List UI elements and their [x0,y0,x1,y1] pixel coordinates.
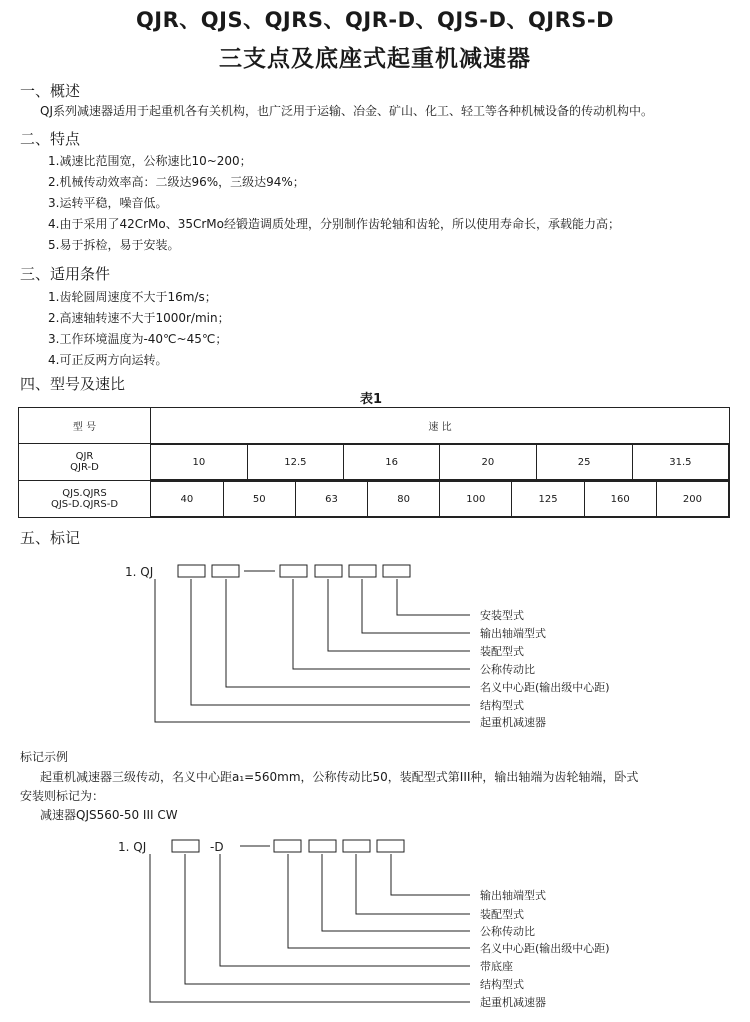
diagram1-label: 名义中心距(输出级中心距) [480,681,610,694]
example-heading: 标记示例 [20,750,69,764]
example-line-3: 减速器QJS560-50 III CW [40,808,178,822]
header-model: 型 号 [19,408,151,444]
condition-item: 2.高速轴转速不大于1000r/min； [48,311,230,325]
sub-title: 三支点及底座式起重机减速器 [219,46,531,72]
section-overview-heading: 一、概述 [20,82,81,100]
code-box [178,565,205,577]
diagram1-label: 起重机减速器 [480,716,546,729]
ratio-cell: 80 [368,482,440,517]
diagram1-label: 安装型式 [480,609,524,622]
code-box [309,840,336,852]
ratio-cell: 20 [440,445,536,480]
ratio-cell: 125 [512,482,584,517]
feature-item: 2.机械传动效率高：二级达96%，三级达94%； [48,175,305,189]
ratio-cell: 16 [344,445,440,480]
ratio-cell: 40 [151,482,223,517]
code-box [343,840,370,852]
ratio-cell: 31.5 [632,445,728,480]
diagram2-prefix: 1. QJ [118,840,147,854]
diagram2-label: 名义中心距(输出级中心距) [480,942,610,955]
section-features-heading: 二、特点 [20,130,81,148]
section-marking-heading: 五、标记 [20,529,81,547]
diagram2-label: 输出轴端型式 [480,889,546,902]
ratio-cell: 100 [440,482,512,517]
table-header-row [19,408,730,444]
code-box [315,565,342,577]
table-row [19,444,730,481]
row2-model-a: QJS.QJRS [62,488,107,499]
ratio-cell: 160 [584,482,656,517]
section-conditions-heading: 三、适用条件 [20,265,111,283]
row1-model [19,444,151,481]
diagram1-label: 结构型式 [480,699,524,712]
row2-ratios [151,481,729,517]
diagram2-label: 装配型式 [480,908,524,921]
example-line-1: 起重机减速器三级传动，名义中心距a₁=560mm，公称传动比50，装配型式第III种，输出轴端为齿轮轴端，卧式 [40,770,639,784]
ratio-table [18,407,730,518]
diagram1-label: 公称传动比 [480,663,535,676]
header-ratio: 速 比 [151,408,730,444]
diagram2-label: 带底座 [480,960,513,973]
row1-ratios [151,444,729,480]
ratio-cell: 12.5 [247,445,343,480]
ratio-cell: 63 [295,482,367,517]
row1-model-b: QJR-D [70,462,99,473]
row1-model-a: QJR [75,451,94,462]
diagram2-label: 起重机减速器 [480,996,546,1009]
row2-model [19,481,151,518]
code-box [377,840,404,852]
feature-item: 5.易于拆检，易于安装。 [48,238,180,252]
ratio-cell: 25 [536,445,632,480]
code-box [212,565,239,577]
code-box [280,565,307,577]
diagram2-label: 结构型式 [480,978,524,991]
example-line-2: 安装则标记为： [20,789,105,803]
diagram2-suffix: -D [210,840,224,854]
row2-model-b: QJS-D.QJRS-D [50,499,119,510]
condition-item: 1.齿轮圆周速度不大于16m/s； [48,290,217,304]
diagram2-label: 公称传动比 [480,925,535,938]
ratio-cell: 10 [151,445,247,480]
table-caption: 表1 [360,392,383,407]
feature-item: 4.由于采用了42CrMo、35CrMo经锻造调质处理，分别制作齿轮轴和齿轮，所以使用寿命长，承载能力高； [48,217,621,231]
feature-item: 1.减速比范围宽，公称速比10~200； [48,154,252,168]
ratio-cell: 50 [223,482,295,517]
diagram1-label: 装配型式 [480,645,524,658]
condition-item: 3.工作环境温度为-40℃~45℃； [48,332,228,346]
condition-item: 4.可正反两方向运转。 [48,353,168,367]
code-box [349,565,376,577]
feature-item: 3.运转平稳，噪音低。 [48,196,168,210]
overview-text: QJ系列减速器适用于起重机各有关机构，也广泛用于运输、冶金、矿山、化工、轻工等各种机械设备的传动机构中。 [40,104,653,118]
table-row [19,481,730,518]
ratio-cell: 200 [656,482,728,517]
section-models-heading: 四、型号及速比 [20,375,126,393]
main-title: QJR、QJS、QJRS、QJR-D、QJS-D、QJRS-D [135,8,615,32]
code-box [172,840,199,852]
diagram1-label: 输出轴端型式 [480,627,546,640]
marking-diagram-1 [0,555,750,735]
diagram1-prefix: 1. QJ [125,565,154,579]
code-box [274,840,301,852]
marking-diagram-2 [0,830,750,1015]
code-box [383,565,410,577]
